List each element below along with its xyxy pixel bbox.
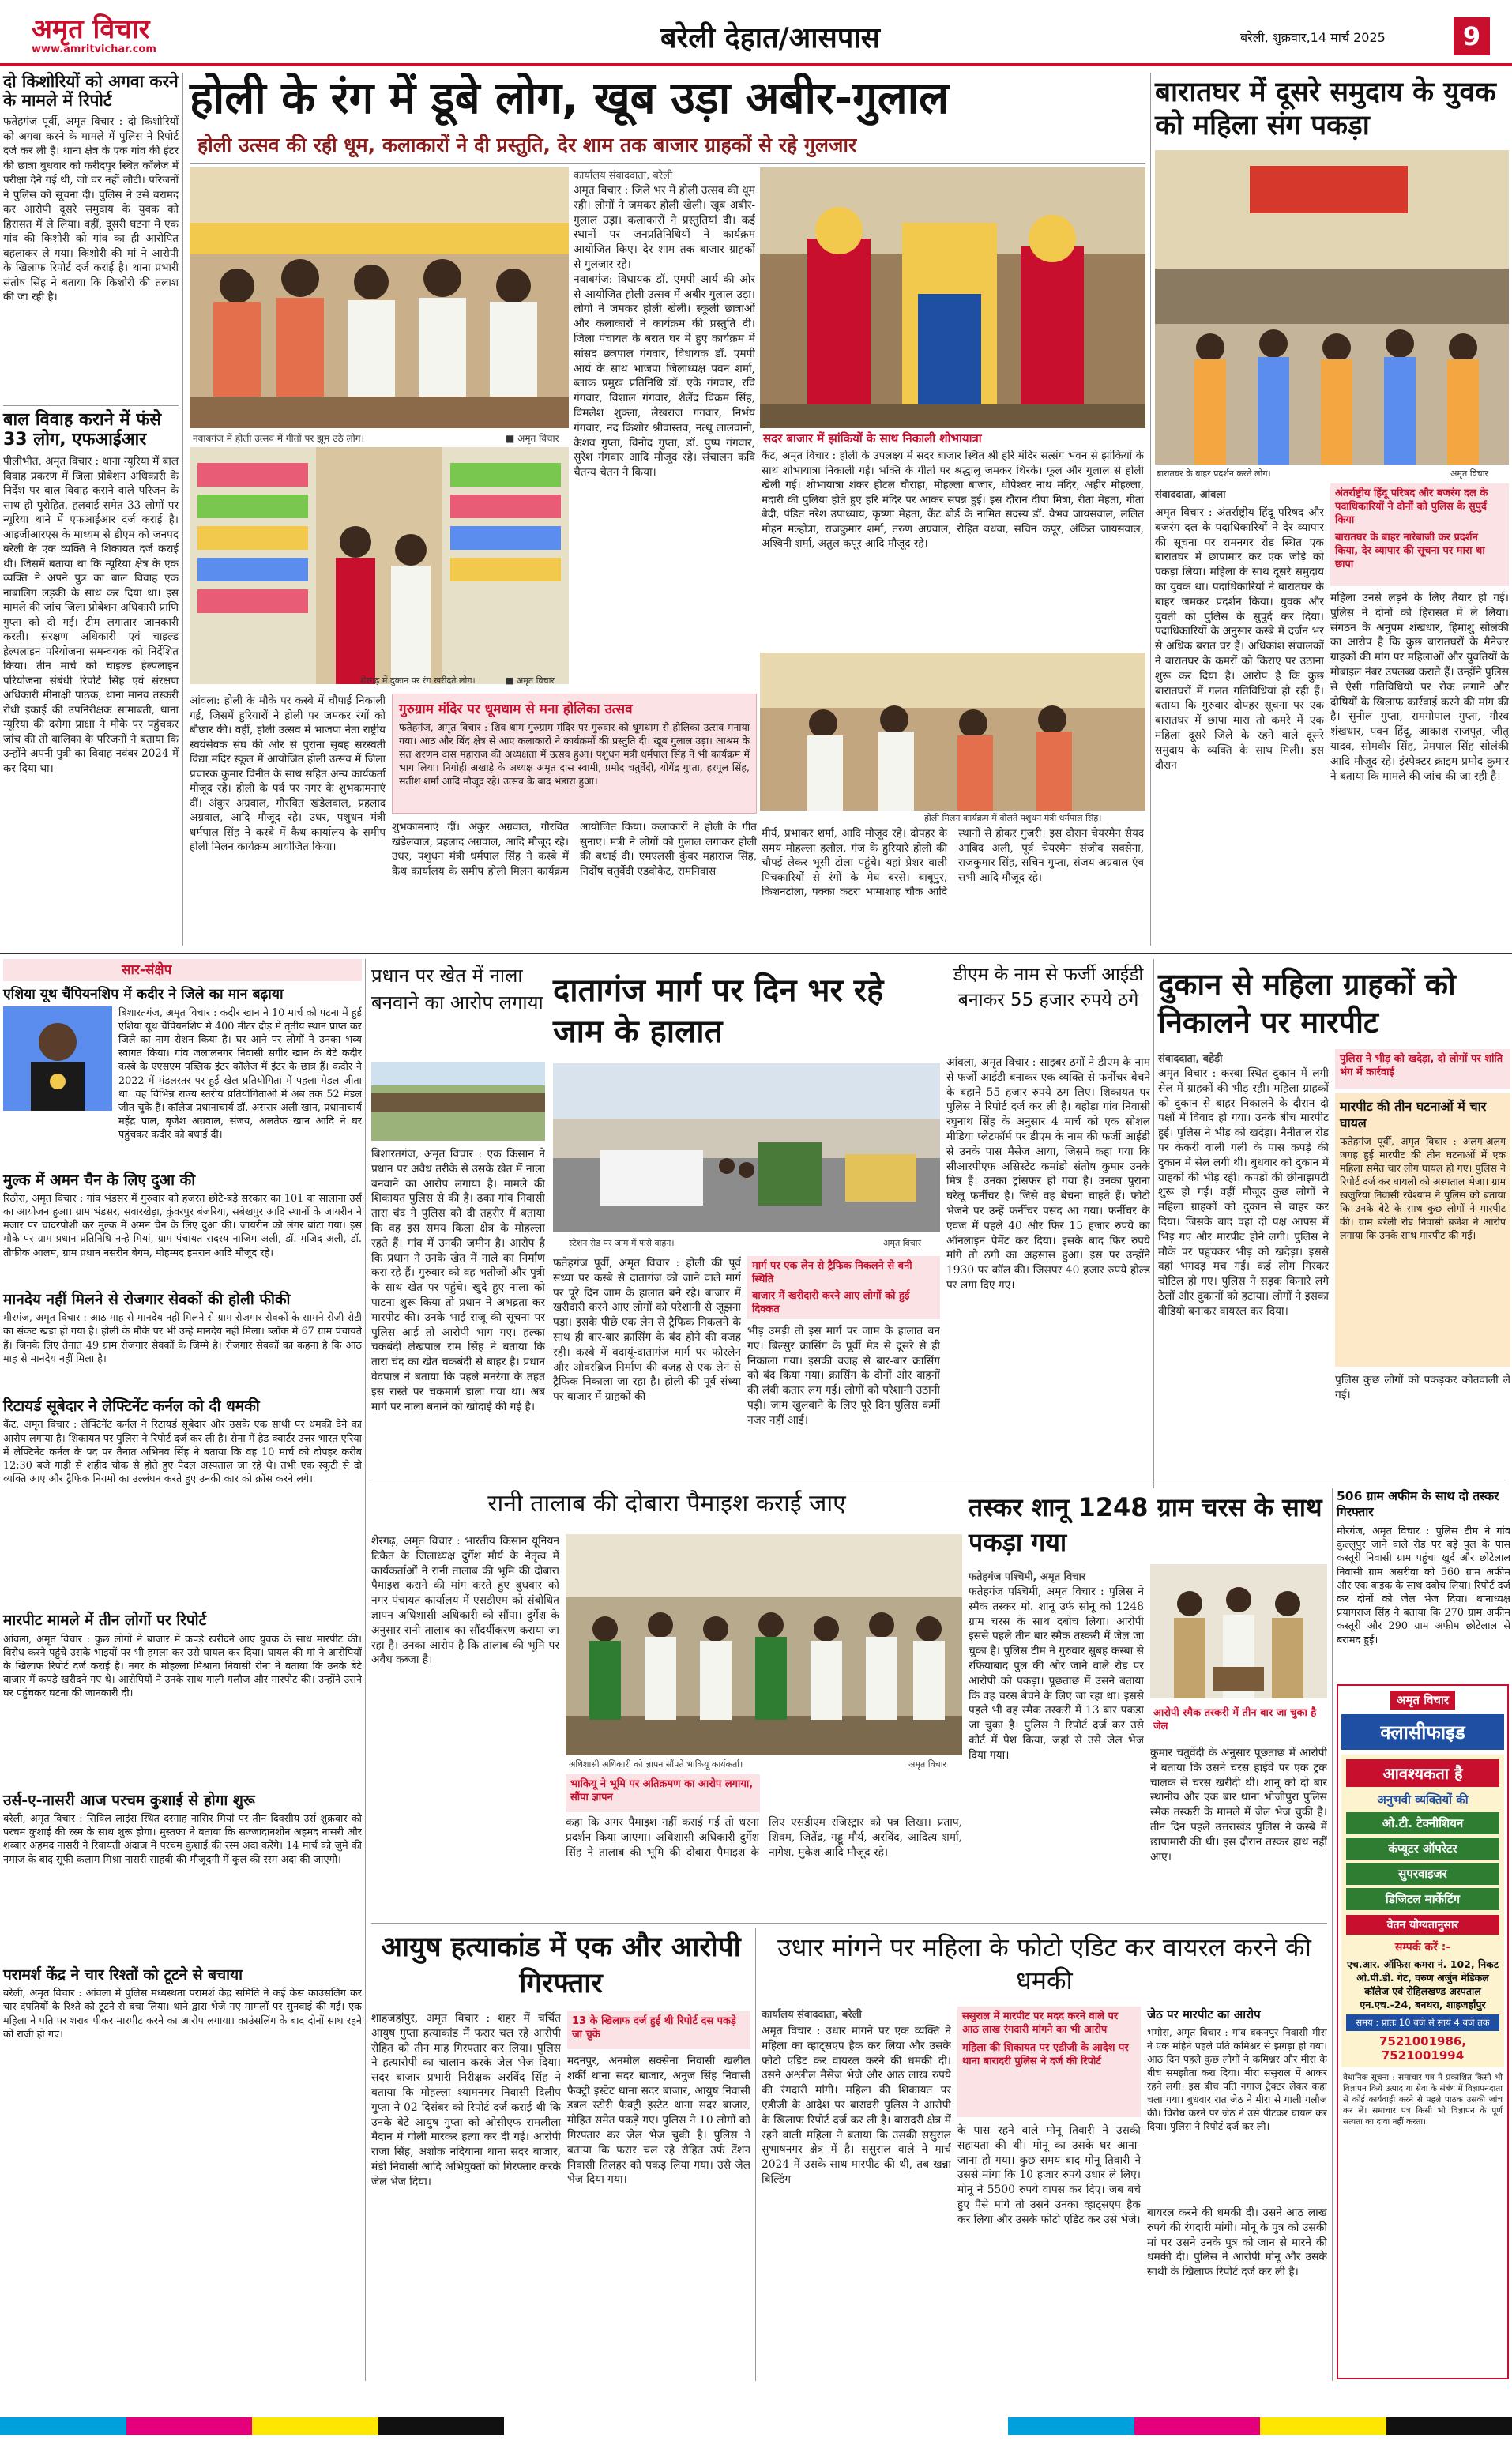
- photo-nawabganj-caption: नवाबगंज में होली उत्सव में गीतों पर झूम उठे लोग।: [193, 433, 365, 444]
- photo-baraat: [1155, 150, 1509, 465]
- baraat-text1: [1155, 506, 1324, 946]
- photo-holi-milan: [760, 653, 1145, 811]
- classified-salary: वेतन योग्यतानुसार: [1346, 1915, 1499, 1935]
- classified-job: सुपरवाइजर: [1346, 1863, 1499, 1885]
- photo-holi-milan-caption: होली मिलन कार्यक्रम में बोलते पशुधन मंत्री धर्मपाल सिंह।: [924, 813, 1102, 823]
- saar-s4-text: कैंट, अमृत विचार : लेफ्टिनेंट कर्नल ने रिटायर्ड सूबेदार और उसके एक साथी पर धमकी देने का आरोप लगाया है। शिकायत पर पुलिस ने रिपोर्ट दर्ज कर ली है। सेना में हेड क्वार्टर उत्तर भारत एरिया में लेफ्टिनेंट कर्नल के पद पर तैनात अभिनव सिंह ने बताया कि वह 10 मार्च को दोपहर करीब 12:30 बजे गाड़ी से शहीद चौक से होते हुए पैदल अस्पताल जा रहे थे। तभी एक स्कूटी से दो व्यक्ति आए और ट्रैफिक नियमों का उल्लंघन करते हुए उनकी कार को क्रॉस करने लगे।: [3, 1419, 362, 1486]
- classified-job: कंप्यूटर ऑपरेटर: [1346, 1838, 1499, 1860]
- classified-time: समय : प्रातः 10 बजे से सायं 4 बजे तक: [1346, 2014, 1499, 2031]
- section-title: बरेली देहात/आसपास: [660, 22, 881, 55]
- column-divider: [1153, 959, 1154, 1488]
- taskar-source: फतेहगंज पश्चिमी, अमृत विचार: [969, 1571, 1086, 1583]
- baraat-text3: महिला उनसे लड़ने के लिए तैयार हो गई। पुलिस ने दोनों को हिरासत में ले लिया। संगठन के अनुपम शंखधार, हिमांशु सोलंकी का आरोप है कि कुछ बारातघरों के मैनेजर ग्राहकों की मांग पर महिलाओं और युवतियों के मोबाइल नंबर उपलब्ध कराते हैं। उन्होंने पुलिस से ऐसी गतिविधियों पर रोक लगाने और दोषियों के खिलाफ कार्रवाई करने की मांग की है। सुनील गुप्ता, रामगोपाल गुप्ता, गौरव शंखधार, पवन हिंदू, आकाश राजपूत, जीतू यादव, सोमवीर सिंह, प्रेमपाल सिंह सोलंकी आदि मौजूद रहे। इंस्पेक्टर क्राइम प्रमोद कुमार ने बताया कि मामले की जांच की जा रही है।: [1330, 592, 1509, 783]
- photo-nawabganj: [190, 167, 569, 428]
- lead-para3-cont: शुभकामनाएं दीं। अंकुर अग्रवाल, गौरवित खंडेलवाल, प्रहलाद अग्रवाल, आदि मौजूद रहे। उधर, पशुधन मंत्री धर्मपाल सिंह ने कस्बे में कैथ कार्यालय के समीप होली मिलन कार्यक्रम आयोजित किया। कलाकारों ने होली के गीत सुनाए। मंत्री ने लोगों को गुलाल लगाकर होली की बधाई दी। एमएलसी कुंवर महाराज सिंह, निर्दोष चतुर्वेदी एडवोकेट, रामनिवास: [392, 821, 757, 878]
- udhar-bullet-1: ससुराल में मारपीट पर मदद करने वाले पर आठ लाख रंगदारी मांगने का भी आरोप: [962, 2011, 1119, 2036]
- ayush-bullet-box: [567, 2011, 750, 2049]
- dukan-sidebox-text: फतेहगंज पूर्वी, अमृत विचार : अलग-अलग जगह हुई मारपीट की तीन घटनाओं में एक महिला समेत चार लोग घायल हो गए। पुलिस ने रिपोर्ट दर्ज कर घायलों को अस्पताल भेजा। ग्राम खजुरिया निवासी रवेश्याम ने पुलिस को बताया कि उनके बेटे के साथ कुछ लोगों ने मारपीट की। ग्राम बरेली रोड निवासी ब्रजेश ने आरोप लगाया कि उनके साथ मारपीट की गई।: [1340, 1135, 1506, 1241]
- divider: [3, 405, 179, 406]
- dm-headline: डीएम के नाम से फर्जी आईडी बनाकर 55 हजार रुपये ठगे: [953, 965, 1144, 1010]
- taskar-bullet-box: [1150, 1703, 1327, 1743]
- masthead-rule: [0, 63, 1512, 66]
- talab-bullet: भाकियू ने भूमि पर अतिक्रमण का आरोप लगाया, सौंपा ज्ञापन: [570, 1778, 754, 1804]
- lead-para1-text: अमृत विचार : जिले भर में होली उत्सव की धूम रही। लोगों ने जमकर होली खेली। खूब अबीर-गुलाल उड़ा। कलाकारों ने प्रस्तुतियां दी। कई स्थानों पर जनप्रतिनिधियों ने कार्यक्रम आयोजित किए। देर शाम तक बाजार ग्राहकों से गुलजार रहे।: [574, 184, 755, 271]
- classified-phone[interactable]: 7521001986, 7521001994: [1378, 2034, 1467, 2063]
- photo-kadir: [3, 1006, 112, 1111]
- classified-job: ओ.टी. टेक्नीशियन: [1346, 1812, 1499, 1834]
- photo-shergarh-caption: शेरगढ़ में दुकान पर रंग खरीदते लोग।: [360, 675, 476, 686]
- saar-s1-headline: एशिया यूथ चैंपियनशिप में कदीर ने जिले का मान बढ़ाया: [3, 987, 284, 1002]
- dukan-text: अमृत विचार : कस्बा स्थित दुकान में लगी सेल में ग्राहकों की भीड़ रही। महिला ग्राहकों को दुकान से बाहर निकालने के दौरान दो पक्षों में विवाद हो गया। उनके बीच मारपीट हुई। पुलिस ने भीड़ को खदेड़ा। नैनीताल रोड पर केकरी वाली गली के पास कपड़े की दुकान में सेल लगी थी। बुधवार को दुकान में ग्राहकों की भीड़ रही। कपड़ों की छीनाझपटी शुरू हो गई। वहीं मौजूद कुछ लोगों ने महिला ग्राहकों को दुकान से बाहर कर दिया। जिसके बाद वहां दो पक्ष आपस में भिड़ गए और मारपीट होने लगी। पुलिस ने मौके पर पहुंचकर भीड़ को खदेड़ा। इससे वहां भगदड़ मच गई। कई लोग गिरकर चोटिल हो गए। पुलिस ने सड़क किनारे लगे ठेलों और दुकानों को हटाया। लोगों ने इसका वीडियो बनाकर वायरल कर दिया।: [1158, 1067, 1329, 1318]
- taskar-bullet: आरोपी स्मैक तस्करी में तीन बार जा चुका है जेल: [1153, 1707, 1317, 1732]
- baraat-text1-a: अमृत विचार : अंतर्राष्ट्रीय हिंदू परिषद और बजरंग दल के पदाधिकारियों ने देर व्यापार की सूचना पर रामनगर रोड स्थित एक बारातघर में छापामार कर एक जोड़े को पकड़ा लिया। महिला के साथ दूसरे समुदाय का युवक था। पदाधिकारियों ने बारातघर के बाहर जमकर प्रदर्शन किया। युवक और युवती को पुलिस के सुपुर्द कर दिया।: [1155, 506, 1324, 623]
- classified-address: एच.आर. ऑफिस कमरा नं. 102, निकट ओ.पी.डी. गेट, वरुण अर्जुन मेडिकल कॉलेज एवं रोहिलखण्ड अस्पताल एन.एच.-24, बनथरा, शाहजहाँपुर: [1346, 1958, 1499, 2011]
- shobhayatra-text: कैंट, अमृत विचार : होली के उपलक्ष्य में सदर बाजार स्थित श्री हरि मंदिर सत्संग भवन से झांकियों के साथ शोभायात्रा निकाली गई। भक्ति के गीतों पर श्रद्धालु जमकर थिरके। फूल और गुलाल से होली खेली गई। शोभायात्रा शंकर होटल चौराहा, मोहल्ला बाजार, धोपेश्वर नाथ मंदिर, अहीर मोहल्ला, मदारी की पुलिया होते हुए हरि मंदिर पर आकर संपन्न हुई। इस दौरान दीपा मित्रा, रीता मेहता, गीता बेदी, पंडित नरेश उपाध्याय, कृष्णा मेहता, कैंट बोर्ड के नामित सदस्य डॉ. वैभव जायसवाल, ललित मोहन मल्होत्रा, राजकुमार शर्मा, तरुण अग्रवाल, रोहित वधवा, सचिन कपूर, अंकित जायसवाल, अश्विनी शर्मा, अतुल कपूर आदि मौजूद रहे।: [762, 450, 1144, 550]
- lead-subhead: होली उत्सव की रही धूम, कलाकारों ने दी प्रस्तुति, देर शाम तक बाजार ग्राहकों से रहे गुलजार: [197, 134, 857, 156]
- dukan-source: संवाददाता, बहेड़ी: [1158, 1053, 1223, 1065]
- udhar-headline: उधार मांगने पर महिला के फोटो एडिट कर वायरल करने की धमकी: [777, 1932, 1311, 1995]
- photo-credit: ■ अमृत विचार: [506, 433, 559, 444]
- udhar-text1: अमृत विचार : उधार मांगने पर एक व्यक्ति ने महिला का व्हाट्सएप हैक कर लिया और उसके फोटो एडिट कर वायरल करने की धमकी दी। उसने अश्लील मैसेज भेजे और आठ लाख रुपये की रंगदारी मांगी। महिला की शिकायत पर एडीजी के आदेश पर बारादरी पुलिस ने आरोपी के खिलाफ रिपोर्ट दर्ज कर ली है। बारादरी क्षेत्र में रहने वाली महिला ने बताया कि उसकी ससुराल सुभाषनगर क्षेत्र में है। ससुराल वाले ने मार्च 2024 में उसके साथ मारपीट की थी, तब खन्ना बिल्डिंग: [762, 2025, 951, 2186]
- saar-column: [3, 959, 362, 2381]
- bottom-color-bar: [0, 2417, 1512, 2435]
- photo-jam-caption: स्टेशन रोड पर जाम में फंसे वाहन।: [569, 1238, 675, 1248]
- column-divider: [1150, 73, 1151, 946]
- column-divider: [755, 1928, 756, 2381]
- jam-headline: दातागंज मार्ग पर दिन भर रहे जाम के हालात: [553, 972, 884, 1050]
- gurugram-headline: गुरुग्राम मंदिर पर धूमधाम से मना होलिका उत्सव: [399, 702, 633, 717]
- saar-s7-headline: परामर्श केंद्र ने चार रिश्तों को टूटने से बचाया: [3, 1965, 243, 1984]
- section-divider: [0, 953, 1512, 954]
- story-kishori-headline: दो किशोरियों को अगवा करने के मामले में रिपोर्ट: [3, 72, 179, 110]
- ayush-headline: आयुष हत्याकांड में एक और आरोपी गिरफ्तार: [381, 1932, 741, 1999]
- photo-shergarh: [190, 447, 569, 684]
- masthead-logo: अमृत विचार: [32, 13, 150, 45]
- divider: [371, 1923, 1327, 1924]
- afeem-headline: 506 ग्राम अफीम के साथ दो तस्कर गिरफ्तार: [1337, 1489, 1499, 1519]
- lead-para2-text: नवाबगंज: विधायक डॉ. एमपी आर्य की ओर से आयोजित होली उत्सव में अबीर गुलाल उड़ा। लोगों ने जमकर होली खेली। स्कूली छात्राओं और कलाकारों ने कार्यक्रम की प्रस्तुति दी। जिला पंचायत के बरात घर में हुए कार्यक्रम में सांसद छत्रपाल गंगवार, विधायक डॉ. एमपी आर्य के साथ भाजपा जिलाध्यक्ष पवन शर्मा, ब्लाक प्रमुख प्रतिनिधि डॉ. एके गंगवार, रवि गंगवार, विशाल गंगवार, शैलेंद्र विक्रम सिंह, विमलेश शुक्ला, लेखराज गंगवार, निर्भय गंगवार, नंद किशोर श्रीवास्तव, नत्थू लालवानी, केशव गुप्ता, विनोद गुप्ता, डॉ. पुष्प गंगवार, सुरेश गंगवार आदि मौजूद रहे। संचालन कवि चैतन्य चेतन ने किया।: [574, 273, 755, 480]
- photo-talab: [566, 1534, 962, 1755]
- lead-para3: आंवला: होली के मौके पर कस्बे में चौपाई निकाली गई, जिसमें हुरियारों ने होली पर जमकर रंगों को बौछार की। वहीं, होली उत्सव में भाजपा नेता राष्ट्रीय स्वयंसेवक संघ की ओर से पुराना सुबह सरस्वती विद्या मंदिर स्कूल में आयोजित होली उत्सव में जिला प्रचारक कुमार विनीत के साथ सहित अन्य कार्यकर्ता मौजूद रहे। होली के पर्व पर नगर के शुभकामनाएं दीं। अंकुर अग्रवाल, गौरवित खंडेलवाल, प्रहलाद अग्रवाल, आदि मौजूद रहे। उधर, पशुधन मंत्री धर्मपाल सिंह ने कस्बे में कैथ कार्यालय के समीप होली मिलन कार्यक्रम आयोजित किया।: [190, 694, 386, 853]
- dm-text: आंवला, अमृत विचार : साइबर ठगों ने डीएम के नाम से फर्जी आईडी बनाकर एक व्यक्ति से फर्नीचर बेचने के बहाने 55 हजार रुपये ठग लिए। शिकायत पर पुलिस ने रिपोर्ट दर्ज कर ली है। बहोड़ा गांव निवासी रघुनाथ सिंह के अनुसार 4 मार्च को एक सोशल मीडिया प्लेटफॉर्म पर डीएम के नाम की फर्जी आईडी से उनके पास मैसेज आया, जिसमें कहा गया कि सीआरपीएफ असिस्टेंट कमांडो संतोष कुमार उनके मित्र हैं। उनका ट्रांसफर हो गया है। उनका पुराना घरेलू फर्नीचर है। जिसे वह बेचना चाहते हैं। फोटो भेजने पर उन्हें फर्नीचर पसंद आ गया। फर्नीचर के एवज में पहले 40 और फिर 15 हजार रुपये का ऑनलाइन पेमेंट कर दिया। इसके बाद फिर रुपये मांगे तो ठगी का अहसास हुआ। इस पर उन्होंने 1930 पर कॉल की। जिसपर 40 हजार रुपये होल्ड पर लगा दिए गए।: [946, 1056, 1150, 1292]
- udhar-bullet-box: [957, 2007, 1141, 2117]
- saar-s6-text: बरेली, अमृत विचार : सिविल लाइंस स्थित दरगाह नासिर मियां पर तीन दिवसीय उर्स शुक्रवार को परचम कुशाई की रस्म के साथ शुरू होगा। मुस्तफा ने बताया कि सज्जादानशीन अहमद नासरी और शब्बार अहमद नासरी ने रिवायती अंदाज में परचम कुशाई की रस्म अदा करेंगे। 14 मार्च को जुमे की नमाज के बाद सूफी कलाम मिश्रा नासरी साहबी की मौजूदगी में कुल की रस्म अदा की जाएगी।: [3, 1812, 362, 1866]
- photo-baraat-caption: बारातघर के बाहर प्रदर्शन करते लोग।: [1157, 468, 1271, 479]
- classified-box: [1337, 1684, 1509, 2379]
- story-balvivah-text: पीलीभीत, अमृत विचार : थाना न्यूरिया में बाल विवाह प्रकरण में जिला प्रोबेशन अधिकारी के निर्देश पर बाल विवाह कराने वाले परिजन के साथ ही पुरोहित, हलवाई समेत 33 लोगों पर न्यूरिया थाने में एफआईआर दर्ज कराई है। आइजीआरएस के माध्यम से डीएम को जनपद बरेली के एक व्यक्ति ने शिकायत दर्ज कराई थी। जिसमें बताया था कि न्यूरिया क्षेत्र के एक व्यक्ति ने अपने पुत्र का बाल विवाह एक नाबालिग लड़की के साथ कर दिया था। इस मामले की जांच जिला प्रोबेशन अधिकारी प्राणि गुप्ता को दी गई। टीम लगातार जानकारी करती। संरक्षण अधिकारी एवं चाइल्ड हेल्पलाइन परियोजना समन्वयक को निर्देशित किया। तीन मार्च को चाइल्ड हेल्पलाइन परियोजना संबंधी रिपोर्ट सिंह एवं संरक्षण अधिकारी मीनाक्षी पाठक, थाना मानव तस्करी रोधी इकाई की उपनिरीक्षक सामाबती, थाना न्यूरिया की दरोगा प्राक्षा ने मौके पर पहुंचकर जांच की तो बालिका के परिजनों ने बताया कि उन्होंने अपनी पुत्री का विवाह नवंबर 2024 में कर दिया था।: [3, 455, 179, 775]
- column-divider: [182, 73, 183, 946]
- gaali-tail: बायरल करने की धमकी दी। उसने आठ लाख रुपये की रंगदारी मांगी। मोनू के पुत्र को उसकी मां पर उसने उनके पुत्र को जान से मारने की धमकी दी। पुलिस ने आरोपी मोनू और उसके साथी के खिलाफ रिपोर्ट दर्ज कर ली है।: [1147, 2206, 1327, 2279]
- baraat-source: संवाददाता, आंवला: [1155, 489, 1226, 501]
- classified-job: डिजिटल मार्केटिंग: [1346, 1888, 1499, 1910]
- dukan-bullet-box: [1335, 1049, 1510, 1089]
- talab-bullet-box: [566, 1774, 760, 1812]
- jam-text1: फतेहगंज पूर्वी, अमृत विचार : होली की पूर्व संध्या पर कस्बे से दातागंज को जाने वाले मार्ग पर पूरे दिन जाम के हालात बने रहे। बाजार में खरीदारी करने आए लोगों को परेशानी से जूझना पड़ा। इसके पीछे एक लेन से ट्रैफिक निकलने के साथ ही बार-बार क्रासिंग के बंद होने की वजह रही। कस्बे में वदायूं-दातागंज मार्ग पर फोरलेन और ओवरब्रिज निर्माण की वजह से एक लेन से ट्रैफिक निकाला जा रहा है। होली की पूर्व संध्या पर बाजार में ग्राहकों की: [553, 1257, 741, 1404]
- jam-bullet-2: बाजार में खरीदारी करने आए लोगों को हुई दिक्कत: [752, 1290, 910, 1315]
- photo-jam: [553, 1063, 940, 1232]
- classified-notice: वैधानिक सूचना : समाचार पत्र में प्रकाशित किसी भी विज्ञापन किये उत्पाद या सेवा के संबंध में विज्ञापनदाता से कोई कार्यवाही करने से पहले पाठक उसकी जांच कर लें। समाचार पत्र किसी भी विज्ञापन के पूर्ण सत्यता का दावा नहीं करता।: [1343, 2073, 1503, 2127]
- afeem-text: मीरगंज, अमृत विचार : पुलिस टीम ने गांव कुल्लूपुर जाने वाले रोड पर बड़े पुल के पास कस्तूरी निवासी ग्राम पहुंचा खुर्द और छोटेलाल निवासी ग्राम असरीवा को 560 ग्राम अफीम और एक बाइक के साथ दबोच लिया। रिपोर्ट दर्ज कर दोनों को जेल भेज दिया। थानाध्यक्ष प्रयागराज सिंह ने बताया कि 270 ग्राम अफीम कस्तूरी और 290 ग्राम अफीम छोटेलाल से बरामद हुई।: [1337, 1525, 1510, 1646]
- talab-headline: रानी तालाब की दोबारा पैमाइश कराई जाए: [487, 1490, 846, 1518]
- holi-milan-text: मीर्य, प्रभाकर शर्मा, आदि मौजूद रहे। दोपहर के समय मोहल्ला हलौल, गंज के हुरियारे होली की चौपई लेकर भूसी टोला पहुंचे। यहां प्रेशर वाली पिचकारियों से रंगों के मेघ बरसे। बाबूपुर, किशनटोला, पक्का कटरा भामाशाह चौक आदि स्थानों से होकर गुजरी। इस दौरान चेयरमैन सैयद आबिद अली, पूर्व चेयरमैन संजीव सक्सेना, राजकुमार सिंह, सचिन गुप्ता, संजय अग्रवाल एंव सभी आदि मौजूद रहे।: [762, 827, 1144, 898]
- baraat-bullet-2: बारातघर के बाहर नारेबाजी कर प्रदर्शन किया, देर व्यापार की सूचना पर मारा था छापा: [1335, 532, 1485, 570]
- ayush-text2: मदनपुर, अनमोल सक्सेना निवासी खलील शर्की थाना सदर बाजार, अनुज सिंह निवासी फैक्ट्री इस्टेट थाना सदर बाजार, आयुष निवासी डबल स्टोरी फैक्ट्री इस्टेट थाना सदर बाजार, मोहित समेत पकड़े गए। पुलिस ने 10 लोगों को गिरफ्तार कर जेल भेज चुकी है। पुलिस ने बताया कि फरार चल रहे रोहित उर्फ टेंशन निवासी तिलहर को पकड़ लिया गया। उसे जेल भेज दिया गया।: [567, 2055, 750, 2187]
- lead-headline: होली के रंग में डूबे लोग, खूब उड़ा अबीर-गुलाल: [190, 73, 950, 124]
- masthead-site[interactable]: www.amritvichar.com: [32, 43, 156, 55]
- taskar-text-cont: कुमार चतुर्वेदी के अनुसार पूछताछ में आरोपी ने बताया कि उसने चरस हाईवे पर एक ट्रक चालक से चरस खरीदी थी। शानू को दो बार स्थानीय और एक बार थाना भोजीपुरा पुलिस स्मैक तस्करी के मामले में जेल भेज चुकी है। तीन दिन पहले उत्तराखंड पुलिस ने कस्बे में छापामारी की थी। इस दौरान तस्कर हाथ नहीं आए।: [1150, 1747, 1327, 1864]
- saar-s1-text: बिशारतगंज, अमृत विचार : कदीर खान ने 10 मार्च को पटना में हुई एशिया यूथ चैंपियनशिप में 400 मीटर दौड़ में तृतीय स्थान प्राप्त कर जिले का नाम रोशन किया है। घर आने पर लोगों ने उनका भव्य स्वागत किया। गांव जलालनगर निवासी सगीर खान के बेटे कदीर कस्बे के एएसएम पब्लिक इंटर कॉलेज में इंटर के छात्र हैं। कदीर ने 2022 में मंडलस्तर पर हुई खेल प्रतियोगिता में पहला मेडल जीता था। वह विभिन्न राज्य स्तरीय प्रतियोगिताओं में अब तक 52 मेडल जीत चुके हैं। कॉलेज प्रधानाचार्य डॉ. असरार अली खान, प्रधानाचार्य महेंद्र पाल, बृजेश अग्रवाल, संजय, अलतेफ खान आदि ने घर पहुंचकर कदीर को बधाई दी।: [118, 1006, 362, 1142]
- classified-ad: [1341, 1755, 1504, 2067]
- baraat-bullet-1: अंतर्राष्ट्रीय हिंदू परिषद और बजरंग दल के पदाधिकारियों ने दोनों को पुलिस के सुपुर्द किया: [1335, 487, 1488, 526]
- dukan-sidebox-headline: मारपीट की तीन घटनाओं में चार घायल: [1340, 1099, 1487, 1130]
- photo-credit: अमृत विचार: [908, 1759, 947, 1770]
- photo-talab-caption: अधिशासी अधिकारी को ज्ञापन सौंपते भाकियू कार्यकर्ता।: [569, 1759, 743, 1770]
- saar-s7-text: बरेली, अमृत विचार : आंवला में पुलिस मध्यस्थता परामर्श केंद्र समिति ने कई केस काउंसलिंग कर चार दंपतियों के रिश्ते को टूटने से बचा लिया। थाने द्वारा भेजे गए मामलों पर सुनवाई की गई। एक महिला ने पति पर शराब पीकर मारपीट करने का आरोप लगाया। काउंसलिंग के बाद दोनों साथ रहने को राजी हो गए।: [3, 1988, 362, 2041]
- story-kishori-text: फतेहगंज पूर्वी, अमृत विचार : दो किशोरियों को अगवा करने के मामले में पुलिस ने रिपोर्ट दर्ज कर ली है। थाना क्षेत्र के एक गांव की इंटर की छात्रा बुधवार को फरीदपुर स्थित कॉलेज में परीक्षा देने गई थी, जो घर नहीं लौटी। परिजनों ने पुलिस को सूचना दी। पुलिस ने उसे बरामद कर आरोपी दूसरे समुदाय के युवक को हिरासत में ले लिया। वहीं, दूसरी घटना में एक गांव की किशोरी को गांव का ही आरोपित बहलाकर ले गया। किशोरी की मां ने आरोपी के खिलाफ रिपोर्ट दर्ज कराई है। थाना प्रभारी संतोष सिंह ने बताया कि किशोरी की तलाश की जा रही है।: [3, 115, 179, 304]
- ayush-text1: शाहजहांपुर, अमृत विचार : शहर में चर्चित आयुष गुप्ता हत्याकांड में फरार चल रहे आरोपी रोहित को तीन माह गिरफ्तार कर लिया। पुलिस ने हत्यारोपी का चालान करके जेल भेज दिया। सदर बाजार प्रभारी निरीक्षक अरविंद सिंह ने बताया कि मोहल्ला श्यामनगर निवासी दिलीप गुप्ता ने 02 दिसंबर को रिपोर्ट दर्ज कराई थी कि उनके बेटे आयुष गुप्ता को ओसीएफ रामलीला मैदान में गोली मारकर हत्या कर दी गई। आरोपी राजा सिंह, अशोक नदियाना थाना सदर बाजार, मंडी निवासी आदि अभियुक्तों को गिरफ्तार करके जेल भेज दिया।: [371, 2012, 561, 2188]
- saar-s2-headline: मुल्क में अमन चैन के लिए दुआ की: [3, 1171, 196, 1189]
- photo-shobhayatra: [760, 167, 1145, 428]
- photo-credit: अमृत विचार: [1450, 468, 1489, 479]
- taskar-text: फतेहगंज पश्चिमी, अमृत विचार : पुलिस ने स्मैक तस्कर मो. शानू उर्फ सोनू को 1248 ग्राम चरस के साथ दबोच लिया। आरोपी इससे पहले तीन बार स्मैक तस्करी में जेल जा चुका है। पुलिस टीम ने गुरुवार सुबह कस्बा से रफियाबाद पुल की ओर जाने वाले रोड पर आरोपी को पकड़ा। पूछताछ में उसने बताया कि वह चरस बेचने के लिए जा रहा था। इससे पहले भी वह स्मैक तस्करी में 13 बार पकड़ा जा चुका है। पुलिस ने रिपोर्ट दर्ज कर उसे कोर्ट में पेश किया, जहां से उसे जेल भेज दिया गया।: [969, 1585, 1144, 1762]
- story-balvivah-headline: बाल विवाह कराने में फंसे 33 लोग, एफआईआर: [3, 410, 162, 450]
- talab-text2: कहा कि अगर पैमाइश नहीं कराई गई तो धरना प्रदर्शन किया जाएगा। अधिशासी अधिकारी दुर्गेश सिंह ने तालाब की भूमि की दोबारा पैमाइश के लिए एसडीएम रजिस्ट्रार को पत्र लिखा। प्रताप, शिवम, जितेंद्र, गड्डू मौर्य, अरविंद, आदित्य शर्मा, नागेश, मुकेश आदि मौजूद रहे।: [566, 1816, 962, 1859]
- photo-credit: अमृत विचार: [883, 1238, 922, 1248]
- photo-taskar: [1150, 1564, 1327, 1698]
- lead-col-a: [574, 183, 755, 648]
- saar-s2-text: रिठौरा, अमृत विचार : गांव भंडसर में गुरुवार को हजरत छोटे-बड़े सरकार का 101 वां सालाना उर्स का आयोजन हुआ। ग्राम भंडसर, सवारखेड़ा, कुंवरपुर बंजरिया, सबेखपुर आदि स्थानों के जायरीन ने मजार पर चादरपोशी कर मुल्क में अमन चैन के लिए दुआ की। जायरीन को लंगर बांटा गया। इस मौके पर ग्राम प्रधान प्रतिनिधि नन्हे मियां, ग्राम पंचायत सदस्य नाजिम अली, डॉ. मजिद अली, डॉ. तौफीक आलम, ग्राम प्रधान नसरीन बेगम, मोहम्मद इमरान आदि मौजूद रहे।: [3, 1192, 362, 1259]
- udhar-text2: के पास रहने वाले मोनू तिवारी ने उसकी सहायता की थी। मोनू का उसके घर आना-जाना हो गया। कुछ समय बाद मोनू तिवारी ने उससे मांगा कि 10 हजार रुपये उधार ले लिए। मोनू ने 5500 रुपये वापस कर दिए। जब बचे हुए पैसे मांगे तो उसने उनका व्हाट्सएप हैक कर लिया और उसके फोटो एडिट कर उसे भेजे।: [957, 2124, 1141, 2226]
- divider: [190, 163, 1145, 164]
- page-number: 9: [1454, 17, 1490, 55]
- baraat-bullets: [1330, 483, 1509, 586]
- ayush-bullet: 13 के खिलाफ दर्ज हुई थी रिपोर्ट दस पकड़े जा चुके: [572, 2015, 736, 2041]
- talab-text1: शेरगढ़, अमृत विचार : भारतीय किसान यूनियन टिकैत के जिलाध्यक्ष दुर्गेश मौर्य के नेतृत्व में कार्यकर्ताओं ने रानी तालाब की भूमि की दोबारा पैमाइश कराने की मांग करते हुए बुधवार को नगर पंचायत कार्यालय में एसडीएम को संबोधित ज्ञापन अधिशासी अधिकारी को सौंपा। दुर्गेश के अनुसार रानी तालाब का सौंदर्यीकरण कराया जा रहा है। उनका आरोप है कि तालाब की भूमि पर अवैध कब्जा है।: [371, 1535, 559, 1667]
- photo-credit: ■ अमृत विचार: [506, 675, 555, 686]
- saar-s4-headline: रिटायर्ड सूबेदार ने लेफ्टिनेंट कर्नल को दी धमकी: [3, 1397, 260, 1416]
- dukan-sidebox: [1335, 1093, 1510, 1367]
- taskar-headline: तस्कर शानू 1248 ग्राम चरस के साथ पकड़ा गया: [969, 1492, 1322, 1557]
- column-divider: [365, 959, 366, 2381]
- gaali-headline: जेठ पर मारपीट का आरोप: [1147, 2007, 1261, 2022]
- dukan-headline: दुकान से महिला ग्राहकों को निकालने पर मारपीट: [1158, 967, 1456, 1040]
- photo-shobhayatra-caption: सदर बाजार में झांकियों के साथ निकाली शोभायात्रा: [763, 431, 982, 446]
- baraat-text2: पदाधिकारियों के अनुसार कस्बे में दर्जन भर से अधिक बरात घर हैं। अधिकांश संचालकों ने बारातघर के कमरों को किराए पर उठाना शुरू कर दिया है। आरोप है कि कुछ बारातघरों में गलत गतिविधियां हो रही हैं। बताया कि गुरुवार दोपहर सूचना पर एक बारातघर में छापा मारा तो कमरे में एक महिला दूसरे जिले के रहने वाले दूसरे समुदाय के व्यक्ति के साथ मिली। इस दौरान: [1155, 625, 1324, 772]
- saar-s3-text: मीरगंज, अमृत विचार : आठ माह से मानदेय नहीं मिलने से ग्राम रोजगार सेवकों के सामने रोजी-रोटी का संकट खड़ा हो गया है। होली के मौके पर भी उन्हें मानदेय नहीं मिला। ब्लॉक में 67 ग्राम पंचायतें हैं। जिनके लिए तैनात 49 ग्राम रोजगार सेवकों के जिम्मे है। रोजगार सेवकों का कहना है कि आठ माह से मानदेय नहीं मिला है।: [3, 1312, 362, 1365]
- classified-need-sub: अनुभवी व्यक्तियों की: [1377, 1792, 1469, 1807]
- jam-bullet-1: मार्ग पर एक लेन से ट्रैफिक निकलने से बनी स्थिति: [752, 1260, 912, 1285]
- saar-s3-headline: मानदेय नहीं मिलने से रोजगार सेवकों की होली फीकी: [3, 1290, 291, 1308]
- gaali-text: भमोरा, अमृत विचार : गांव बकनपुर निवासी मीरा ने एक महिने पहले पति कमिश्नर से झगड़ा हो गया। आठ दिन पहले कुछ लोगों ने कमिश्नर और मीरा के बीच समझौता करा दिया। मीरा ससुराल में आकर रहने लगी। इस बीच पति नगाज ट्रैक्टर लेकर कहां चला गया। बुधवार रात जेठ ने मीरा से गाली गलौज की। विरोध करने पर जेठ ने उसे पीटकर घायल कर दिया। पुलिस ने रिपोर्ट दर्ज कर ली।: [1147, 2026, 1327, 2132]
- masthead: [0, 0, 1512, 62]
- baraat-headline: बारातघर में दूसरे समुदाय के युवक को महिला संग पकड़ा: [1155, 77, 1496, 141]
- udhar-bullet-2: महिला की शिकायत पर एडीजी के आदेश पर थाना बारादरी पुलिस ने दर्ज की रिपोर्ट: [962, 2042, 1129, 2067]
- classified-contact-head: सम्पर्क करें :-: [1394, 1941, 1451, 1954]
- jam-bullets: [747, 1256, 940, 1319]
- gurugram-text: फतेहगंज, अमृत विचार : शिव धाम गुरुग्राम मंदिर पर गुरुवार को धूमधाम से होलिका उत्सव मनाया गया। आठ और बिंद क्षेत्र से आए कलाकारों ने कार्यक्रमों की प्रस्तुति दी। खूब गुलाल उड़ा। आश्रम के संत शरणम दास महाराज की अध्यक्षता में उत्सव हुआ। पशुधन मंत्री धर्मपाल सिंह ने भी कार्यक्रम में भाग लिया। निगोही अखाड़े के अध्यक्ष अमृत दास स्वामी, प्रमोद चतुर्वेदी, योगेंद्र गुप्ता, हरपूल सिंह, सतीश शर्मा आदि मौजूद रहे। उत्सव के बाद भंडारा हुआ।: [399, 721, 750, 787]
- left-column: [3, 73, 179, 946]
- classified-need-head: आवश्यकता है: [1346, 1759, 1499, 1787]
- saar-s5-headline: मारपीट मामले में तीन लोगों पर रिपोर्ट: [3, 1612, 207, 1630]
- classified-logo: अमृत विचार: [1390, 1691, 1455, 1710]
- classified-title: क्लासीफाइड: [1341, 1714, 1504, 1750]
- gurugram-box: [392, 694, 757, 814]
- dukan-bullet: पुलिस ने भीड़ को खदेड़ा, दो लोगों पर शांति भंग में कार्रवाई: [1340, 1053, 1503, 1078]
- nala-text-col1: बिशारतगंज, अमृत विचार : एक किसान ने प्रधान पर अवैध तरीके से उसके खेत में नाला बनवाने का आरोप लगाया है। मामले की शिकायत पुलिस से की है। ढका गांव निवासी तारा चंद ने पुलिस को दी तहरीर में बताया कि वह इस समय किला क्षेत्र के मोहल्ला रहते हैं। गांव में उनकी जमीन है। आरोप है कि प्रधान ने उनके खेत में नाले का निर्माण करा रहे हैं। गुरुवार को वह भतीजों और पुत्री के साथ खेत पर पहुंचे। खुदे हुए नाला को पाटना शुरू किया तो प्रधान ने अभद्रता कर मारपीट की। उनके भाई राजू की सूचना पर पुलिस आई तो आरोपी भाग गए। हल्का चकबंदी लेखपाल राम सिंह ने बताया कि तारा चंद का खेत चकबंदी से बाहर है। प्रधान वेदपाल ने बताया कि पहले मनरेगा के तहत इस रास्ते पर चकमार्ग डाला गया था। अब मार्ग पर नाला बनाने को खोदाई की गई है।: [371, 1148, 545, 1413]
- column-divider: [1332, 1488, 1333, 2381]
- dukan-tail: पुलिस कुछ लोगों को पकड़कर कोतवाली ले गई।: [1335, 1374, 1510, 1401]
- classified-logo-row: [1338, 1686, 1507, 1710]
- lead-source-inline: कार्यालय संवाददाता, बरेली: [574, 170, 673, 182]
- jam-text2: भीड़ उमड़ी तो इस मार्ग पर जाम के हालात बन गए। बिल्सुर क्रासिंग के पूर्वी मेड से दूसरे से ही निकाला गया। इसकी वजह से बार-बार क्रासिंग को बंद किया गया। क्रासिंग के दोनों ओर वाहनों की लंबी कतार लग गई। लोगों को परेशानी उठानी पड़ी। जाम खुलवाने के लिए पूरे दिन पुलिस कर्मी नजर नहीं आई।: [747, 1325, 940, 1427]
- saar-s6-headline: उर्स-ए-नासरी आज परचम कुशाई से होगा शुरू: [3, 1791, 255, 1809]
- dateline: बरेली, शुक्रवार,14 मार्च 2025: [1240, 30, 1386, 45]
- nala-headline: प्रधान पर खेत में नाला बनवाने का आरोप लगाया: [371, 965, 543, 1014]
- saar-label: सार-संक्षेप: [3, 959, 362, 981]
- saar-s5-text: आंवला, अमृत विचार : कुछ लोगों ने बाजार में कपड़े खरीदने आए युवक के साथ मारपीट की। विरोध करने पहुंचे उसके भाइयों पर भी हमला कर उसे घायल कर दिया। घायल की मां ने आरोपियों के खिलाफ रिपोर्ट दर्ज कराई है। नगर के मोहल्ला मिश्राना निवासी रीना ने बताया कि उनके बेटे बाजार में कपड़े खरीदने गए थे। आरोपियों ने उनके साथ गाली-गलौज और मारपीट की। उन्होंने उसने घर पहुंचकर घटना की जानकारी दी।: [3, 1633, 362, 1700]
- udhar-source: कार्यालय संवाददाता, बरेली: [762, 2009, 862, 2021]
- photo-nala: [371, 1062, 545, 1141]
